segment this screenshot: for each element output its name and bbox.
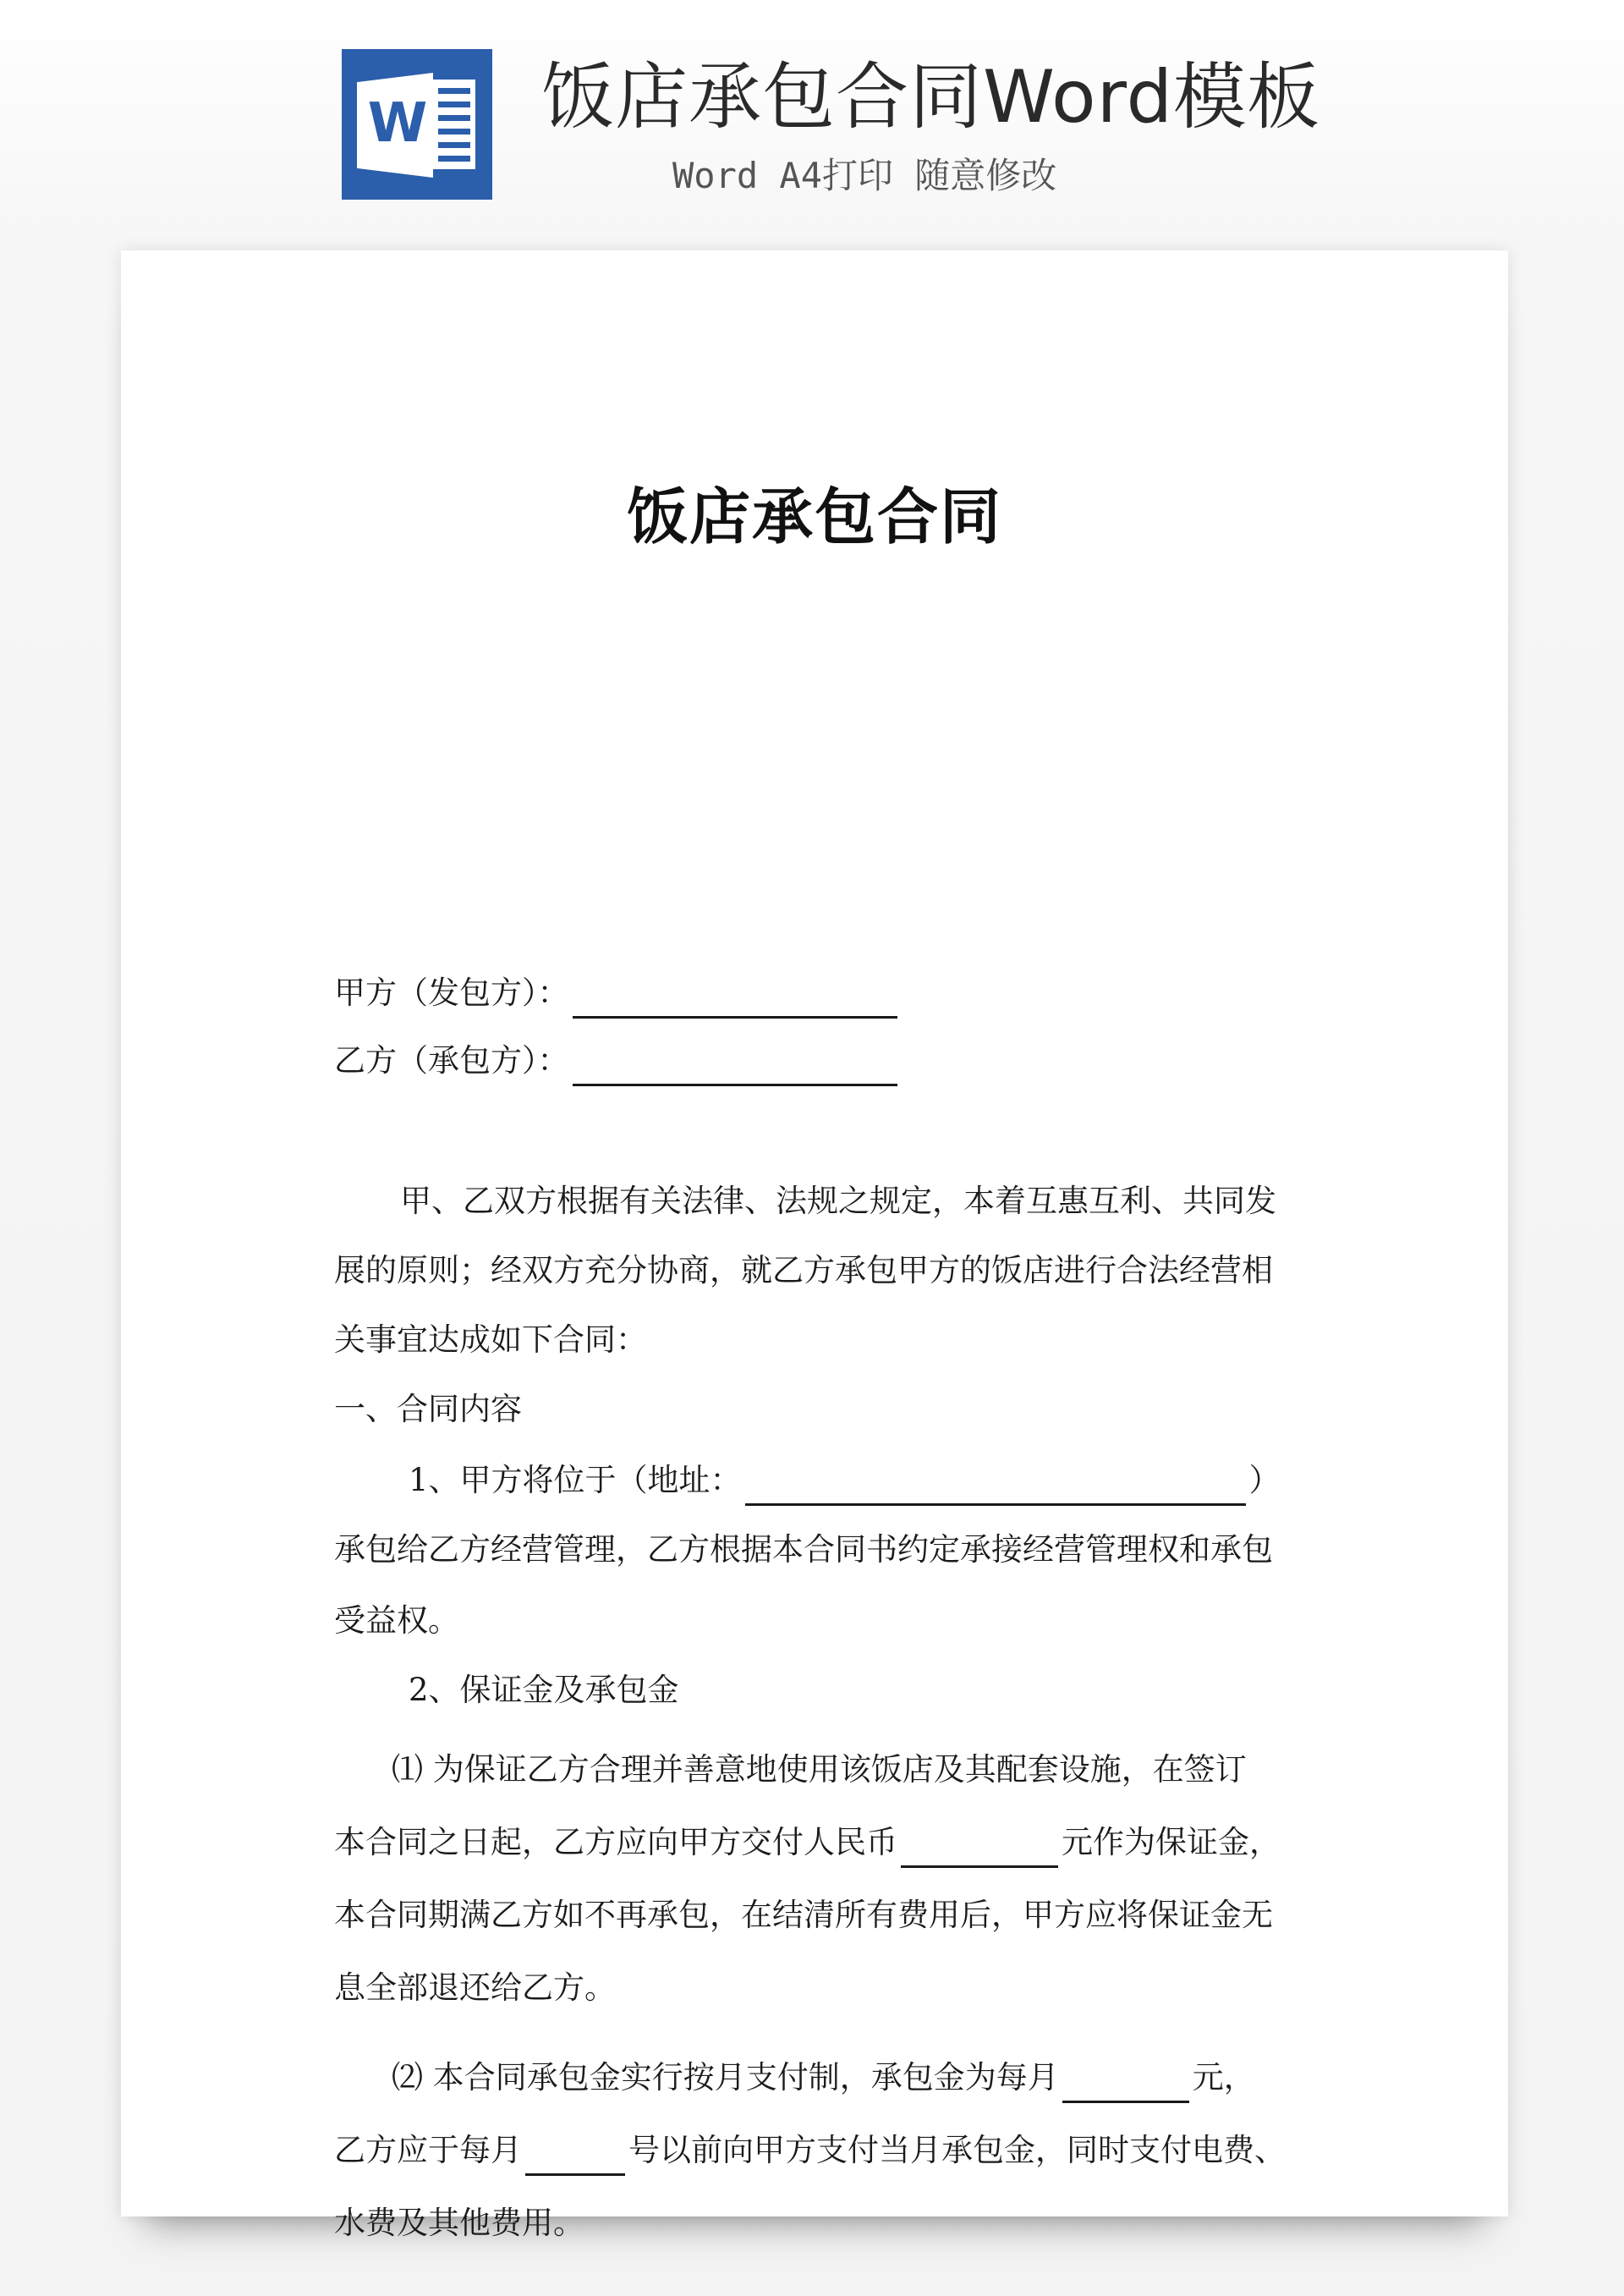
word-icon-line <box>438 142 470 148</box>
banner-title: 饭店承包合同Word模板 <box>541 55 1321 140</box>
party-b-blank[interactable] <box>573 1046 897 1086</box>
section-heading: 一、合同内容 <box>334 1391 522 1427</box>
item2-heading: 2、保证金及承包金 <box>409 1672 679 1708</box>
address-blank[interactable] <box>745 1466 1246 1506</box>
clause2-line <box>334 2125 1286 2176</box>
clause2-suffix: 号以前向甲方支付当月承包金，同时支付电费、 <box>628 2132 1286 2168</box>
intro-line: 关事宜达成如下合同： <box>334 1321 647 1358</box>
clause2-suffix: 元， <box>1192 2059 1255 2096</box>
party-a-line <box>334 968 901 1019</box>
clause1-prefix: 本合同之日起，乙方应向甲方交付人民币 <box>334 1824 897 1860</box>
monthly-fee-blank[interactable] <box>1062 2063 1189 2103</box>
intro-line: 展的原则；经双方充分协商，就乙方承包甲方的饭店进行合法经营相 <box>334 1252 1273 1288</box>
clause1-line: 本合同期满乙方如不再承包，在结清所有费用后，甲方应将保证金无 <box>334 1897 1273 1933</box>
word-icon-line <box>438 115 470 121</box>
item1-line <box>409 1455 1281 1506</box>
party-b-label: 乙方（承包方）： <box>334 1042 569 1079</box>
item1-suffix: ） <box>1248 1462 1281 1498</box>
document-page <box>121 250 1508 2241</box>
word-icon-line <box>438 88 470 94</box>
clause1-suffix: 元作为保证金， <box>1062 1824 1281 1860</box>
word-icon-line <box>438 129 470 135</box>
clause2-prefix: ⑵ 本合同承包金实行按月支付制，承包金为每月 <box>392 2059 1059 2096</box>
intro-line: 甲、乙双方根据有关法律、法规之规定，本着互惠互利、共同发 <box>400 1183 1276 1219</box>
item1-line: 承包给乙方经营管理，乙方根据本合同书约定承接经营管理权和承包 <box>334 1531 1273 1568</box>
word-icon-letter: W <box>367 92 428 155</box>
item1-line: 受益权。 <box>334 1602 459 1639</box>
deposit-amount-blank[interactable] <box>901 1828 1058 1868</box>
party-a-blank[interactable] <box>573 979 897 1019</box>
banner-subtitle: Word A4打印 随意修改 <box>672 155 1057 196</box>
template-banner <box>0 0 1624 220</box>
clause2-prefix: 乙方应于每月 <box>334 2132 522 2168</box>
clause1-line: ⑴ 为保证乙方合理并善意地使用该饭店及其配套设施，在签订 <box>392 1751 1247 1788</box>
clause2-line <box>392 2052 1255 2103</box>
party-b-line <box>334 1035 901 1086</box>
document-title: 饭店承包合同 <box>626 481 1002 552</box>
clause1-line: 息全部退还给乙方。 <box>334 1969 616 2006</box>
word-icon-line <box>438 102 470 107</box>
clause2-line: 水费及其他费用。 <box>334 2205 584 2241</box>
item1-prefix: 1、甲方将位于（地址： <box>409 1462 742 1498</box>
word-icon-line <box>438 156 470 162</box>
payment-day-blank[interactable] <box>525 2136 625 2176</box>
word-icon <box>342 49 492 200</box>
party-a-label: 甲方（发包方）： <box>334 975 569 1011</box>
clause1-line <box>334 1817 1281 1868</box>
